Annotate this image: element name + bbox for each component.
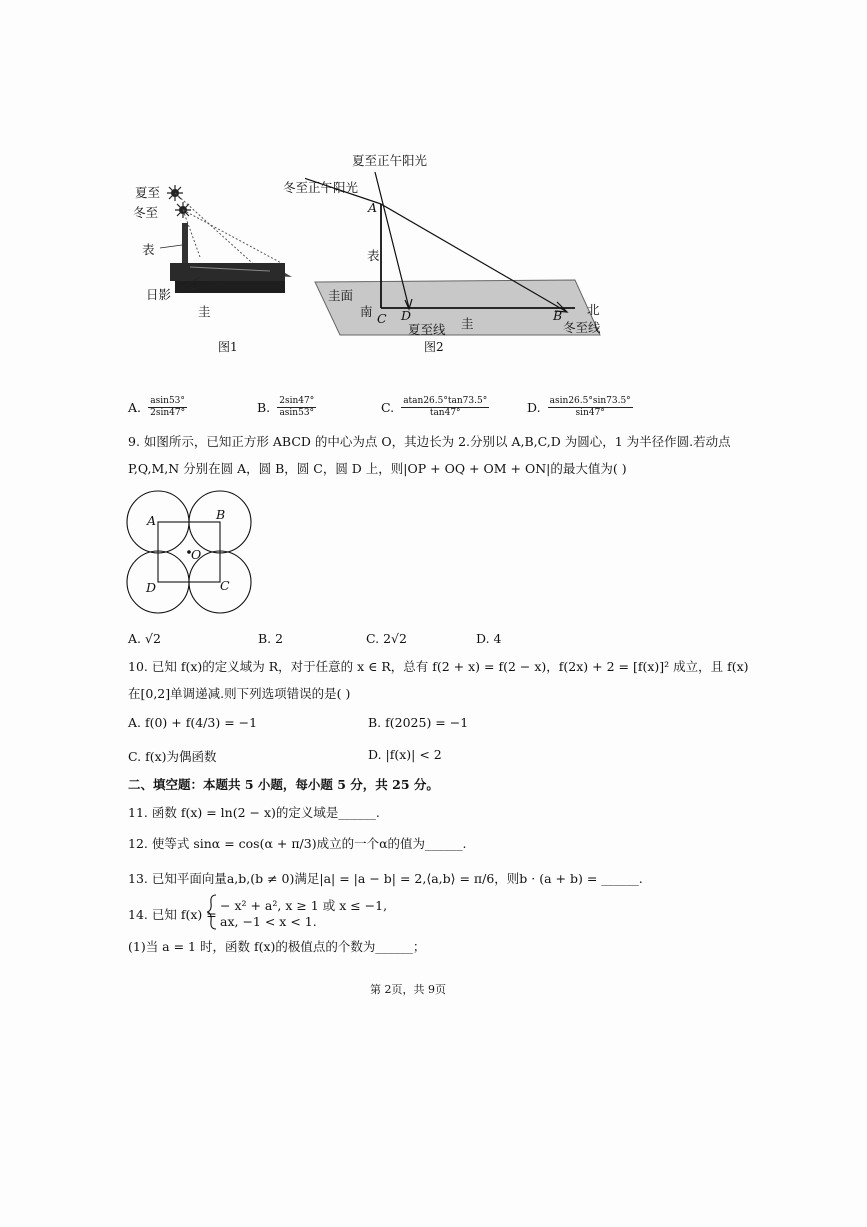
q9-label-c: C <box>220 578 230 593</box>
fig1-biao-label: 表 <box>142 242 155 257</box>
q14-part1: (1)当 a = 1 时，函数 f(x)的极值点的个数为______； <box>128 939 426 954</box>
q8-option-c-den: tan47° <box>429 408 461 418</box>
fig2-biao-label: 表 <box>367 248 380 263</box>
q8-option-b-num: 2sin47° <box>279 396 315 406</box>
q10-option-d: D. |f(x)| < 2 <box>368 747 442 762</box>
q9-line2: P,Q,M,N 分别在圆 A，圆 B，圆 C，圆 D 上，则|OP + OQ + OM + ON|的最大值为( ) <box>128 461 627 476</box>
q10-option-c: C. f(x)为偶函数 <box>128 749 217 764</box>
q8-option-a-num: asin53° <box>148 396 187 408</box>
q12-text: 12. 使等式 sinα = cos(α + π/3)成立的一个α的值为______. <box>128 836 467 851</box>
q8-option-b <box>257 396 316 419</box>
q9-label-b: B <box>216 507 226 522</box>
q10-line2: 在[0,2]单调递减.则下列选项错误的是( ) <box>128 686 351 701</box>
q8-option-b-letter: B. <box>257 400 271 415</box>
q14-case2: ax, −1 < x < 1. <box>220 914 317 929</box>
q9-option-a: A. √2 <box>128 631 161 646</box>
q8-option-d <box>527 396 633 419</box>
q9-option-d: D. 4 <box>476 631 502 646</box>
q13-text: 13. 已知平面向量a,b,(b ≠ 0)满足|a| = |a − b| = 2,⟨a,b⟩ = π/6，则b · (a + b) = ______. <box>128 871 643 886</box>
q10-option-b: B. f(2025) = −1 <box>368 715 469 730</box>
q9-label-a: A <box>147 513 157 528</box>
page-footer: 第 2页，共 9页 <box>370 983 446 996</box>
q14-case1: − x² + a², x ≥ 1 或 x ≤ −1, <box>220 898 388 913</box>
fig2-point-c: C <box>377 311 387 326</box>
q8-option-c-num: atan26.5°tan73.5° <box>403 396 488 406</box>
q8-option-c <box>381 396 489 419</box>
q9-line1: 9. 如图所示，已知正方形 ABCD 的中心为点 O，其边长为 2.分别以 A,B,C,D 为圆心，1 为半径作圆.若动点 <box>128 434 731 449</box>
fig2-point-a: A <box>368 200 378 215</box>
q9-option-c: C. 2√2 <box>366 631 407 646</box>
q10-line1: 10. 已知 f(x)的定义域为 R，对于任意的 x ∈ R，总有 f(2 + x) = f(2 − x)，f(2x) + 2 = [f(x)]² 成立，且 f(x) <box>128 659 749 674</box>
fig2-point-b: B <box>553 308 563 323</box>
q9-label-o: O <box>191 547 202 562</box>
fig2-south-label: 南 <box>360 304 373 319</box>
fig1-winter-label: 冬至 <box>133 205 159 220</box>
fig2-north-label: 北 <box>587 302 600 317</box>
fig2-gui-label: 圭 <box>461 316 474 331</box>
fig1-summer-label: 夏至 <box>135 185 161 200</box>
q8-option-a <box>128 396 187 419</box>
q10-option-a: A. f(0) + f(4/3) = −1 <box>128 715 258 730</box>
q9-option-b: B. 2 <box>258 631 284 646</box>
q9-label-d: D <box>146 580 157 595</box>
figure1-caption: 图1 <box>218 340 238 354</box>
q11-text: 11. 函数 f(x) = ln(2 − x)的定义域是______. <box>128 805 380 820</box>
q8-option-a-letter: A. <box>128 400 142 415</box>
figure2-caption: 图2 <box>424 340 444 354</box>
fig2-winter-sun-label: 冬至正午阳光 <box>283 180 359 195</box>
q14-lead: 14. 已知 f(x) = <box>128 907 217 922</box>
q8-option-a-den: 2sin47° <box>150 408 186 418</box>
fig2-summer-line-label: 夏至线 <box>408 322 446 337</box>
fig2-winter-line-label: 冬至线 <box>563 320 601 335</box>
q8-option-d-letter: D. <box>527 400 541 415</box>
fig1-gui-label: 圭 <box>198 304 211 319</box>
q8-option-b-den: asin53° <box>279 408 315 418</box>
q14-brace <box>206 893 218 931</box>
fig2-point-d: D <box>401 308 412 323</box>
fig2-summer-sun-label: 夏至正午阳光 <box>352 153 428 168</box>
section2-heading: 二、填空题：本题共 5 小题，每小题 5 分，共 25 分。 <box>128 777 439 792</box>
q9-figure <box>124 488 256 618</box>
fig1-shadow-label: 日影 <box>146 287 172 302</box>
q8-option-d-den: sin47° <box>575 408 605 418</box>
q8-option-c-letter: C. <box>381 400 395 415</box>
q8-option-d-num: asin26.5°sin73.5° <box>549 396 631 406</box>
fig2-gui-face-label: 圭面 <box>328 288 354 303</box>
